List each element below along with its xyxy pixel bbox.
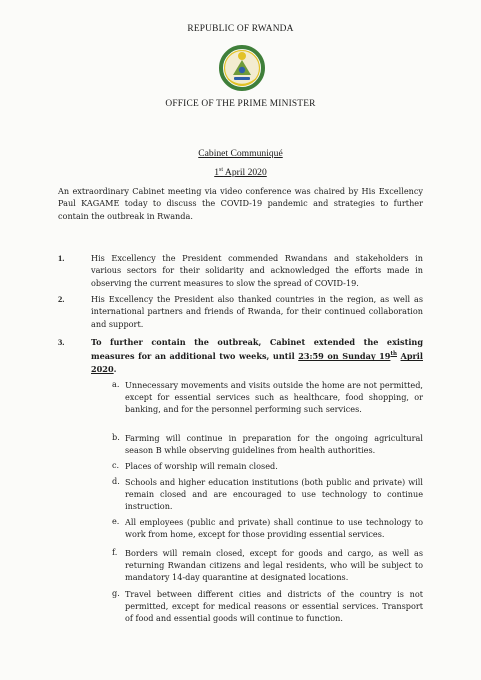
date-suffix: st	[219, 167, 224, 173]
measure-text: Unnecessary movements and visits outside the home are not permitted, except for essential services such as healthcare, food shopping, or banking, and for the personnel performing such services.	[125, 380, 423, 415]
measure-text: Farming will continue in preparation for the ongoing agricultural season B while observing guidelines from health authorities.	[125, 433, 423, 456]
measure-letter: c.	[112, 460, 120, 470]
document-date	[0, 167, 481, 178]
republic-heading: REPUBLIC OF RWANDA	[187, 24, 294, 34]
date-day: 1	[214, 167, 220, 178]
point3-month: April 2020	[91, 351, 423, 374]
point-number: 1.	[58, 253, 65, 263]
measure-letter: b.	[112, 432, 120, 442]
measure-letter: f.	[112, 547, 118, 557]
measure-text: Places of worship will remain closed.	[125, 461, 278, 471]
point-text: His Excellency the President also thanked countries in the region, as well as international partners and friends of Rwanda, for their continued collaboration and support.	[91, 294, 423, 329]
point-text: His Excellency the President commended Rwandans and stakeholders in various sectors for their solidarity and acknowledged the efforts made in observing the current measures to slow the spread of COVID-19.	[91, 253, 423, 288]
point-number: 2.	[58, 294, 65, 304]
point3-deadline: 23:59 on Sunday 19	[298, 351, 391, 362]
rwanda-seal-icon	[219, 45, 265, 91]
point3-lead: To further contain the outbreak, Cabinet extended the existing measures for an additional two weeks, until	[91, 337, 423, 362]
point-number: 3.	[58, 337, 65, 347]
measure-text: Borders will remain closed, except for goods and cargo, as well as returning Rwandan citizens and legal residents, who will be subject to mandatory 14-day quarantine at designated locations.	[125, 548, 423, 583]
measure-letter: g.	[112, 588, 120, 598]
intro-paragraph: An extraordinary Cabinet meeting via video conference was chaired by His Excellency Paul KAGAME today to discuss the COVID-19 pandemic and strategies to further contain the outbreak in Rwanda.	[58, 186, 423, 221]
measure-letter: d.	[112, 476, 120, 486]
measure-text: Schools and higher education institutions (both public and private) will remain closed and are encouraged to use technology to continue instruction.	[125, 477, 423, 512]
measure-letter: a.	[112, 379, 120, 389]
measure-text: Travel between different cities and districts of the country is not permitted, except for medical reasons or essential services. Transport of food and essential goods will continue to function.	[125, 589, 423, 624]
point3-sup: th	[390, 351, 397, 358]
point3-end: .	[113, 363, 117, 374]
date-rest: April 2020	[223, 167, 267, 178]
point-text-bold	[91, 336, 423, 375]
measure-letter: e.	[112, 516, 120, 526]
document-title: Cabinet Communiqué	[198, 148, 283, 159]
measure-text: All employees (public and private) shall continue to use technology to work from home, except for those providing essential services.	[125, 517, 423, 540]
office-heading: OFFICE OF THE PRIME MINISTER	[165, 99, 316, 109]
